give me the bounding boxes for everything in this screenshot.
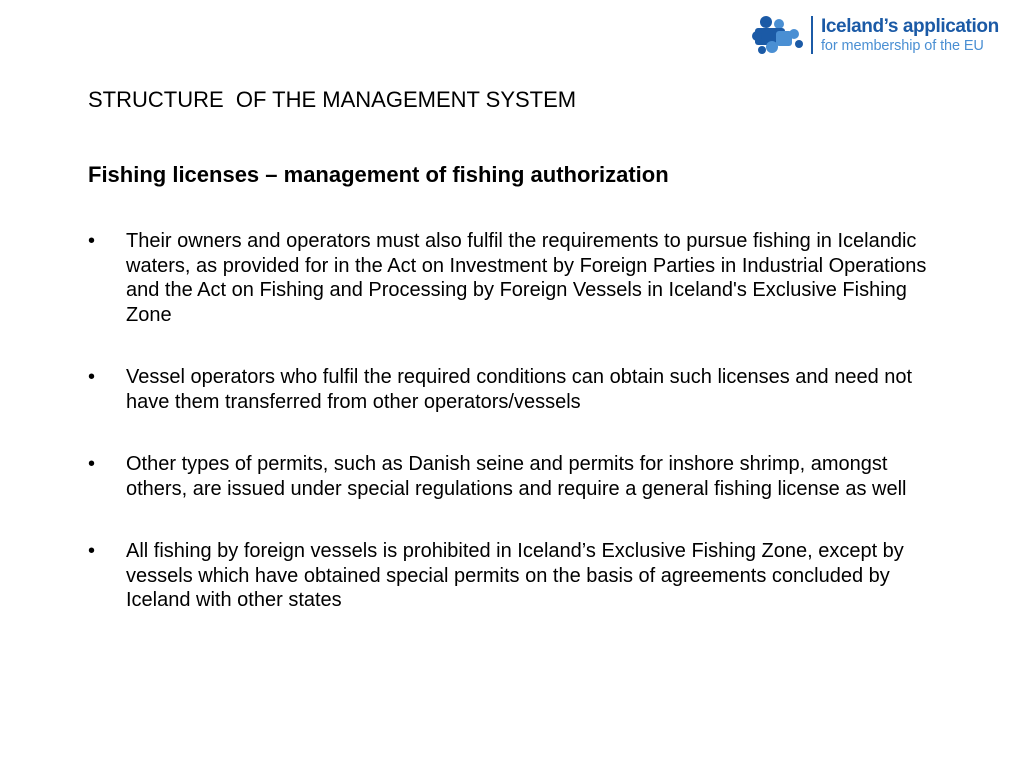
logo-text: [821, 16, 999, 55]
logo-subtitle: for membership of the EU: [821, 38, 984, 54]
bullet-text: Other types of permits, such as Danish seine and permits for inshore shrimp, amongst others, are issued under special regulations and require a general fishing license as well: [126, 453, 907, 500]
bullet-point: •: [88, 366, 96, 388]
bullet-text: All fishing by foreign vessels is prohibited in Iceland’s Exclusive Fishing Zone, except by vessels which have obtained special permits on the basis of agreements concluded by Iceland with other states: [126, 540, 904, 611]
bullet-item: [88, 365, 944, 414]
bullet-item: [88, 539, 944, 613]
bullet-point: •: [88, 230, 96, 252]
bullet-item: [88, 452, 944, 501]
bullet-text: Their owners and operators must also fulfil the requirements to pursue fishing in Icelandic waters, as provided for in the Act on Investment by Foreign Parties in Industrial Operations and the Act on Fishing and Processing by Foreign Vessels in Iceland's Exclusive Fishing Zone: [126, 230, 927, 326]
bullet-point: •: [88, 540, 96, 562]
logo-divider: [811, 16, 813, 54]
slide-title: STRUCTURE OF THE MANAGEMENT SYSTEM: [88, 87, 577, 112]
logo-title: Iceland’s application: [821, 16, 999, 37]
slide-subheading: Fishing licenses – management of fishing authorization: [88, 162, 669, 187]
eu-application-logo: [752, 14, 1008, 58]
bullet-point: •: [88, 453, 96, 475]
puzzle-logo-icon: [752, 14, 804, 56]
bullet-text: Vessel operators who fulfil the required conditions can obtain such licenses and need not have them transferred from other operators/vessels: [126, 366, 913, 413]
bullet-list: [88, 229, 944, 651]
bullet-item: [88, 229, 944, 327]
